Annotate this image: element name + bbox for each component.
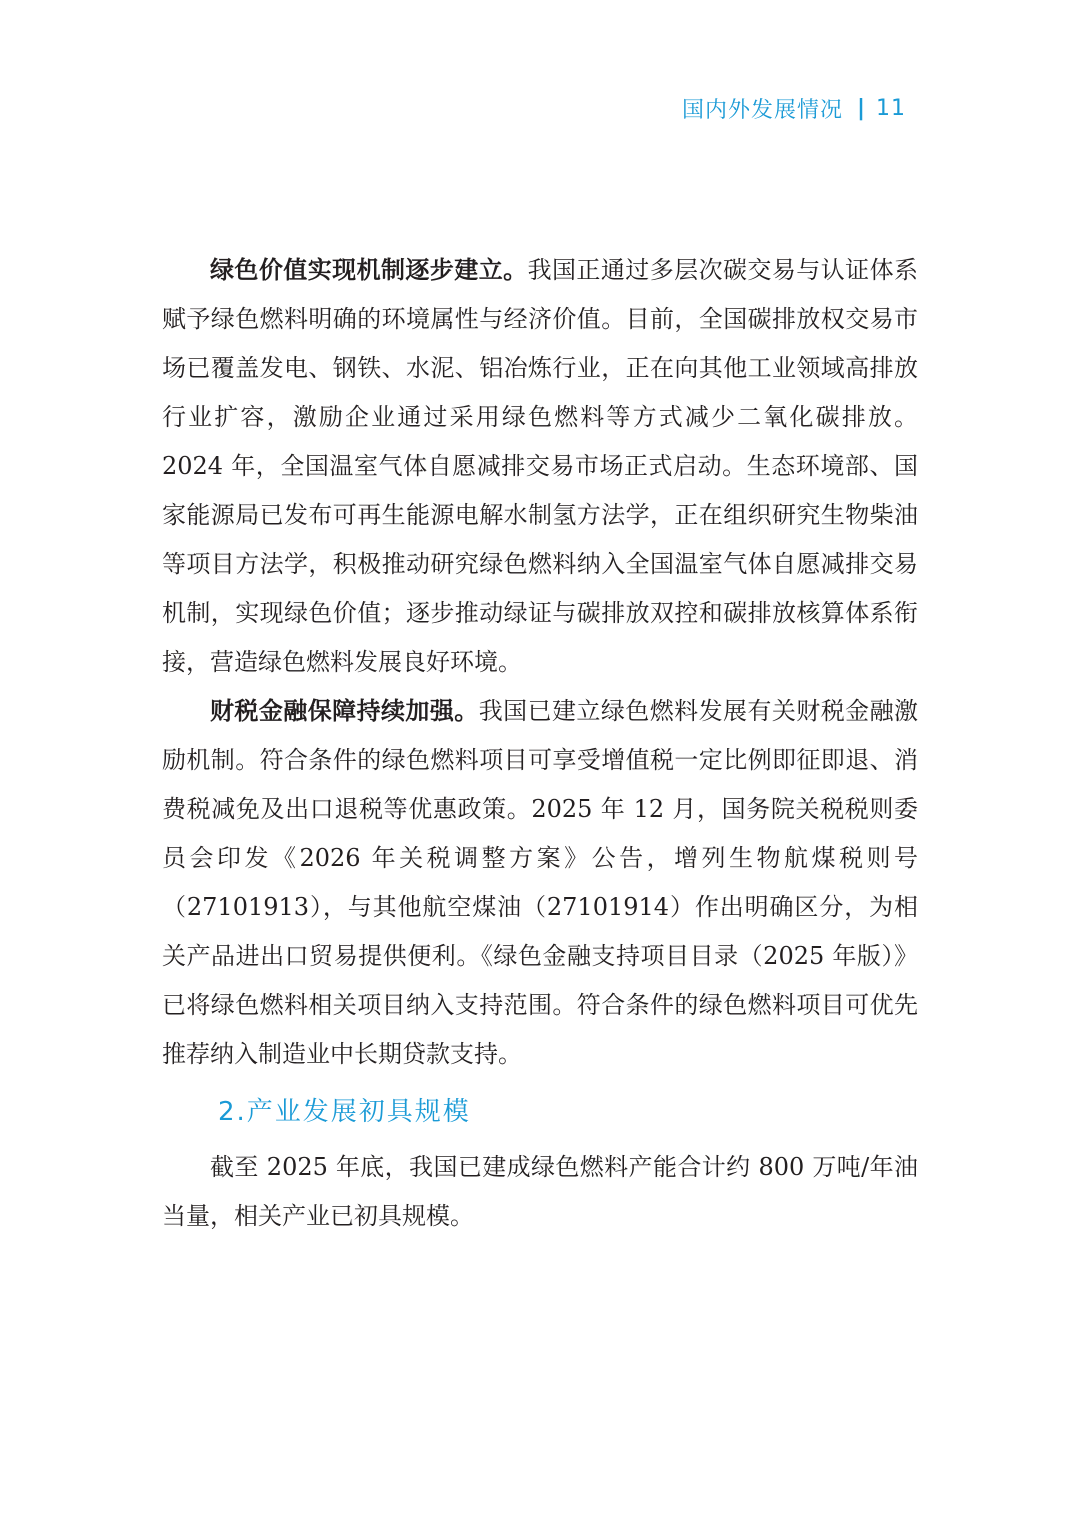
paragraph-green-value [162, 246, 918, 687]
header-section-title: 国内外发展情况 [681, 97, 843, 123]
running-header [682, 88, 906, 128]
section-heading: 2.产业发展初具规模 [218, 1097, 471, 1127]
header-separator: | [856, 95, 866, 121]
page-number: 11 [876, 95, 906, 121]
paragraph-industry-scale [162, 1143, 918, 1241]
paragraph-text: 我国已建立绿色燃料发展有关财税金融激励机制。符合条件的绿色燃料项目可享受增值税一定比例即征即退、消费税减免及出口退税等优惠政策。2025 年 12 月，国务院关税税则委员会印发《2026 年关税调整方案》公告，增列生物航煤税则号（27101913），与其他航空煤油（27101914）作出明确区分，为相关产品进出口贸易提供便利。《绿色金融支持项目目录（2025 年版）》已将绿色燃料相关项目纳入支持范围。符合条件的绿色燃料项目可优先推荐纳入制造业中长期贷款支持。 [162, 697, 919, 1068]
paragraph-text: 我国正通过多层次碳交易与认证体系赋予绿色燃料明确的环境属性与经济价值。目前，全国碳排放权交易市场已覆盖发电、钢铁、水泥、铝冶炼行业，正在向其他工业领域高排放行业扩容，激励企业通过采用绿色燃料等方式减少二氧化碳排放。2024 年，全国温室气体自愿减排交易市场正式启动。生态环境部、国家能源局已发布可再生能源电解水制氢方法学，正在组织研究生物柴油等项目方法学，积极推动研究绿色燃料纳入全国温室气体自愿减排交易机制，实现绿色价值；逐步推动绿证与碳排放双控和碳排放核算体系衔接，营造绿色燃料发展良好环境。 [162, 256, 919, 676]
paragraph-lead: 绿色价值实现机制逐步建立。 [210, 256, 528, 284]
paragraph-text: 截至 2025 年底，我国已建成绿色燃料产能合计约 800 万吨/年油当量，相关产业已初具规模。 [162, 1153, 918, 1230]
paragraph-lead: 财税金融保障持续加强。 [210, 697, 479, 725]
page-body [162, 246, 918, 1241]
paragraph-fiscal-finance [162, 687, 918, 1079]
